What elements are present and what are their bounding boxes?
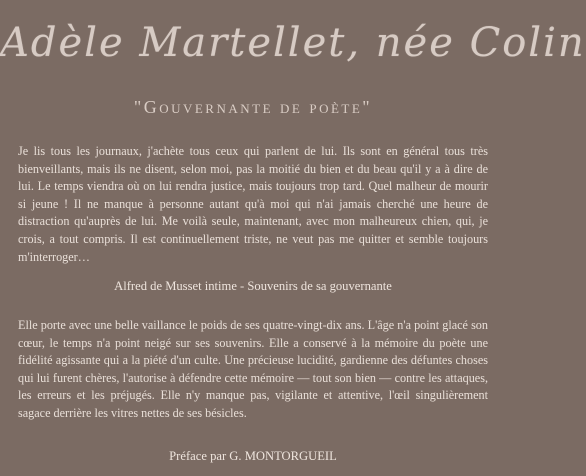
page-subtitle: "Gouvernante de poète"	[133, 97, 373, 117]
preface-paragraph: Elle porte avec une belle vaillance le poids de ses quatre-vingt-dix ans. L'âge n'a point glacé son cœur, le temps n'a point neigé sur ses souvenirs. Elle a conservé à la mémoire du poète une fidélité agissante qui a la piété d'un culte. Une précieuse lucidité, gardienne des défuntes choses qui lui furent chères, l'autorise à défendre cette mémoire — tout son bien — contre les attaques, les erreurs et les préjugés. Elle n'y manque pas, vigilante et attentive, l'œil singulièrement sagace derrière les vitres nettes de ses bésicles.	[18, 318, 488, 420]
quote-paragraph: Je lis tous les journaux, j'achète tous ceux qui parlent de lui. Ils sont en général tous très bienveillants, mais ils ne disent, selon moi, pas la moitié du bien et du beau qu'il y a à dire de lui. Le temps viendra où on lui rendra justice, mais toujours trop tard. Quel malheur de mourir si jeune ! Il ne manque à personne autant qu'à moi qui n'ai jamais cherché une heure de distraction qu'auprès de lui. Me voilà seule, maintenant, avec mon malheureux chien, qui, je crois, a tout compris. Il est continuellement triste, ne veut pas me quitter et semble toujours m'interroger…	[18, 144, 488, 264]
page-title: Adèle Martellet, née Colin	[0, 20, 586, 66]
quote-source: Alfred de Musset intime - Souvenirs de sa gouvernante	[114, 279, 392, 293]
preface-signature: Préface par G. MONTORGUEIL	[169, 449, 337, 463]
